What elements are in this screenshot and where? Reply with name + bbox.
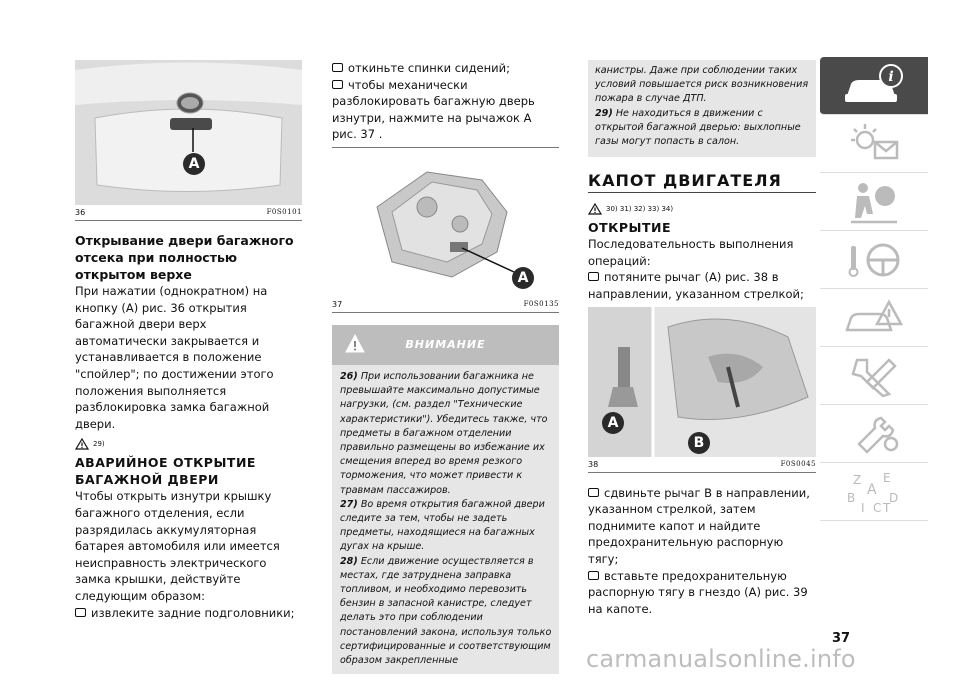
chapter-sidebar	[820, 57, 928, 521]
warning-item	[340, 555, 552, 669]
tab-starting[interactable]	[820, 231, 928, 289]
svg-text:T: T	[883, 500, 891, 515]
bullet-item: чтобы механически разблокировать багажную дверь изнутри, нажмите на рычажок А рис. 37 .	[332, 77, 559, 143]
column-1	[75, 60, 302, 621]
steering-wheel-icon	[839, 236, 909, 284]
figure-caption	[332, 300, 559, 313]
figure-number: 37	[332, 299, 343, 309]
column-3	[588, 60, 816, 617]
figure-label-a: A	[183, 153, 205, 175]
figure-number: 36	[75, 208, 86, 217]
tab-warning-lights[interactable]	[820, 115, 928, 173]
warning-header	[332, 325, 559, 365]
figure-caption	[588, 460, 816, 473]
warning-refs	[588, 203, 816, 215]
refs-text: 30) 31) 32) 33) 34)	[606, 205, 674, 214]
warning-continuation	[588, 60, 816, 157]
figure-36	[75, 60, 302, 205]
note-item	[595, 107, 809, 150]
svg-text:i: i	[888, 68, 894, 85]
paragraph: При нажатии (однократном) на кнопку (А) рис. 36 открытия багажной двери верх автоматически закрывается и устанавливается в положение "спойлер"; по достижении этого положения выполняется разблокировка замка багажной двери.	[75, 284, 274, 431]
tab-maintenance[interactable]	[820, 347, 928, 405]
svg-text:C: C	[873, 500, 882, 515]
figure-38	[588, 307, 816, 457]
tab-technical-data[interactable]	[820, 405, 928, 463]
warning-box	[332, 325, 559, 674]
svg-text:I: I	[861, 500, 865, 515]
warning-item-text: Во время открытия багажной двери следите за тем, чтобы не задеть предметы, находящиеся на багажных дугах на крыше.	[340, 498, 545, 553]
service-wrench-icon	[839, 410, 909, 458]
figure-code: F0S0045	[780, 459, 816, 468]
bullet-item: сдвиньте рычаг B в направлении, указанном стрелкой, затем поднимите капот и найдите предохранительную распорную тягу;	[588, 485, 816, 568]
figure-code: F0S0135	[523, 299, 559, 308]
bullet-item: вставьте предохранительную распорную тягу в гнездо (A) рис. 39 на капоте.	[588, 568, 816, 618]
paragraph-2: Чтобы открыть изнутри крышку багажного отделения, если разрядилась аккумуляторная батарея автомобиля или имеется неисправность электрического замка крышки, действуйте следующим образом:	[75, 489, 280, 603]
section-heading: ОТКРЫТИЕ	[588, 220, 672, 236]
figure-code: F0S0101	[266, 208, 302, 216]
warning-item	[340, 498, 552, 555]
bullet-item: откиньте спинки сидений;	[332, 60, 559, 77]
figure-label-a: A	[602, 412, 624, 434]
car-info-icon	[839, 62, 909, 110]
watermark: carmanualsonline.info	[586, 645, 856, 673]
alphabet-index-icon	[839, 468, 909, 516]
tab-emergency[interactable]	[820, 289, 928, 347]
page-number: 37	[832, 631, 851, 646]
tab-index[interactable]	[820, 463, 928, 521]
car-warning-icon	[839, 294, 909, 342]
svg-text:D: D	[889, 490, 899, 505]
warning-item-text: При использовании багажника не превышайте максимально допустимые нагрузки, (см. раздел "Технические характеристики"). Убедитесь также, что предметы в багажном отделении правильно размещены во избежание их смещения вперед во время резкого торможения, что может привести к травмам пассажиров.	[340, 370, 548, 496]
paragraph: Последовательность выполнения операций:	[588, 237, 794, 268]
warning-item-num: 28)	[340, 555, 358, 567]
warning-body	[332, 365, 559, 674]
bullet-item: потяните рычаг (A) рис. 38 в направлении, указанном стрелкой;	[588, 269, 816, 302]
refs-text: 29)	[93, 440, 105, 449]
warning-item-num: 26)	[340, 370, 358, 382]
note-text-2: Не находиться в движении с открытой багажной дверью: выхлопные газы могут попасть в салон.	[595, 107, 801, 148]
warning-triangle-icon	[75, 438, 89, 450]
svg-text:A: A	[867, 481, 877, 498]
warning-lights-icon	[839, 120, 909, 168]
svg-text:Z: Z	[853, 472, 862, 487]
section-heading: Открывание двери багажного отсека при полностью открытом верхе	[75, 233, 294, 282]
tab-car-info[interactable]	[820, 57, 928, 115]
bullet-item: извлеките задние подголовники;	[75, 605, 302, 622]
figure-number: 38	[588, 459, 599, 469]
warning-item	[340, 370, 552, 498]
warning-title: ВНИМАНИЕ	[405, 338, 486, 352]
airbag-icon	[839, 178, 909, 226]
warning-item-num: 27)	[340, 498, 358, 510]
column-2	[332, 60, 559, 674]
warning-item-text: Если движение осуществляется в местах, где затруднена заправка топливом, и необходимо перевозить бензин в запасной канистре, следует делать это при соблюдении постановлений закона, используя только сертифицированные и соответствующим образом закрепленные	[340, 555, 552, 667]
warning-refs	[75, 438, 302, 450]
warning-triangle-icon	[344, 333, 366, 355]
trunk-door-illustration	[75, 60, 302, 205]
tab-airbag[interactable]	[820, 173, 928, 231]
figure-37	[332, 152, 559, 297]
figure-caption	[75, 208, 302, 221]
warning-triangle-icon	[588, 203, 602, 215]
svg-text:B: B	[847, 490, 856, 505]
figure-label-b: B	[688, 432, 710, 454]
tools-icon	[839, 352, 909, 400]
svg-text:E: E	[883, 470, 891, 485]
figure-label-a: A	[512, 267, 534, 289]
note-num: 29)	[595, 107, 613, 119]
section-heading-2: АВАРИЙНОЕ ОТКРЫТИЕ БАГАЖНОЙ ДВЕРИ	[75, 455, 256, 488]
note-text: канистры. Даже при соблюдении таких условий повышается риск возникновения пожара в случае ДТП.	[595, 65, 809, 105]
section-title: КАПОТ ДВИГАТЕЛЯ	[588, 171, 816, 193]
